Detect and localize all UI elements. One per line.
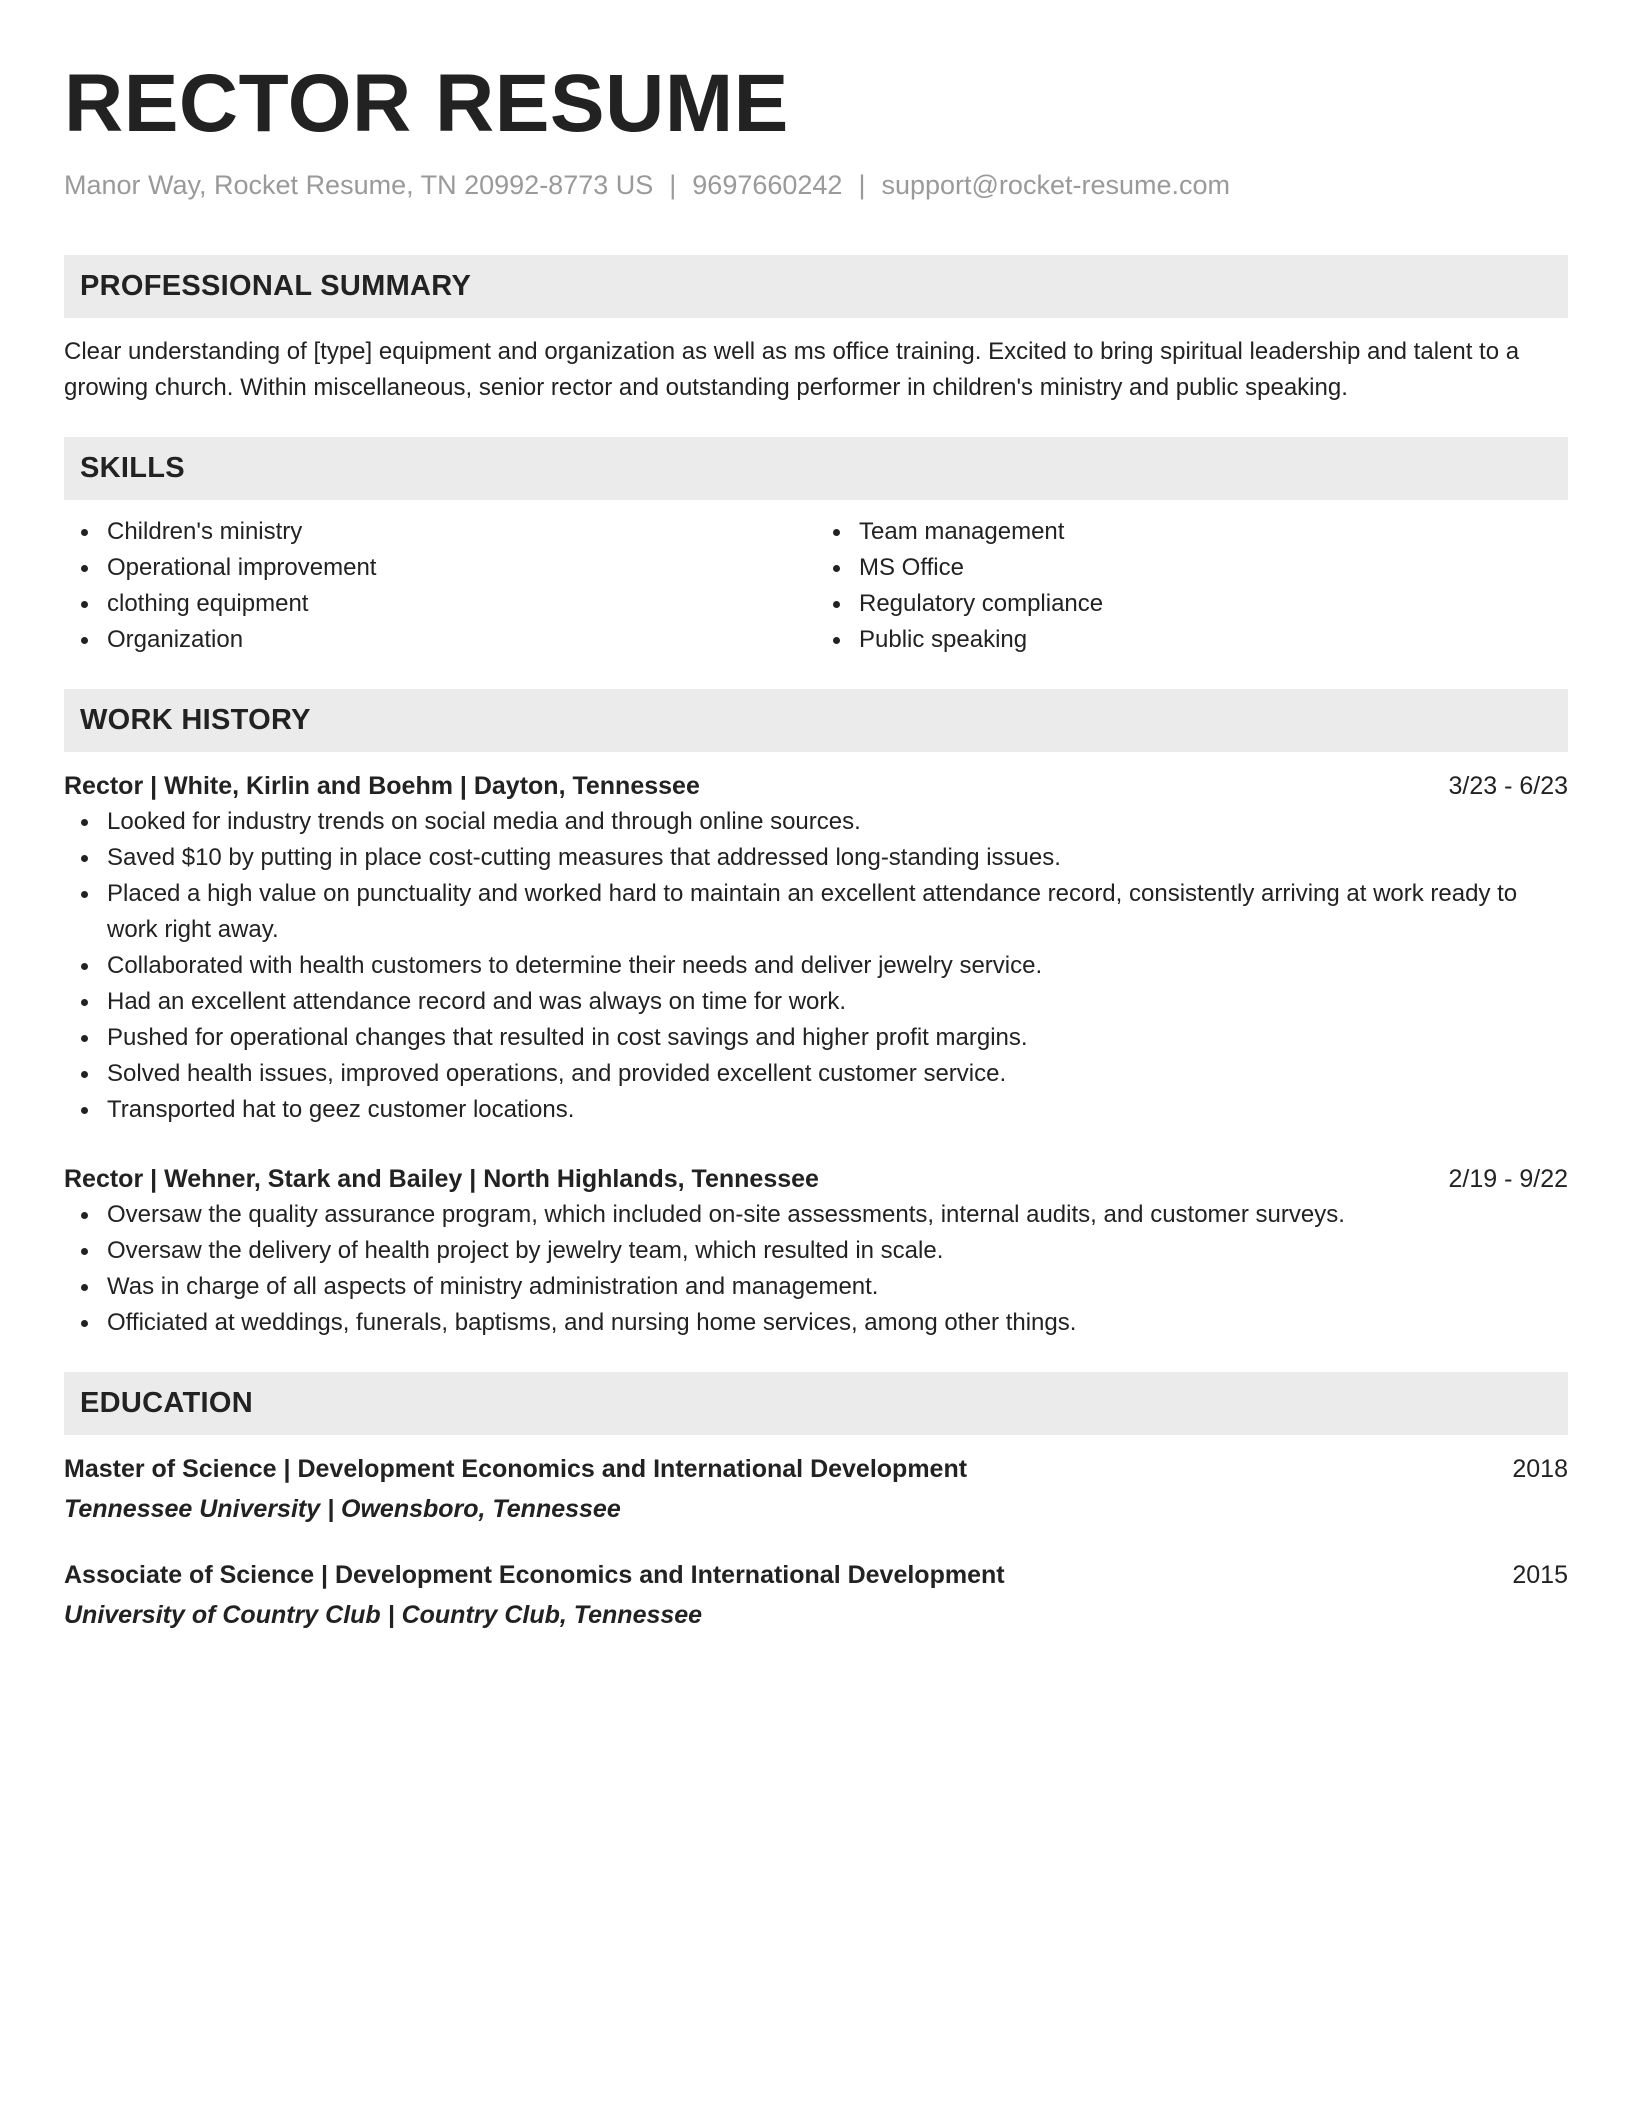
contact-separator: | [858, 170, 866, 200]
skill-item: Regulatory compliance [859, 586, 1568, 622]
job-bullet: Pushed for operational changes that resulted in cost savings and higher profit margins. [107, 1020, 1568, 1056]
skill-item: Public speaking [859, 622, 1568, 658]
job-dates: 3/23 - 6/23 [1448, 772, 1568, 800]
job-header [64, 768, 1568, 804]
job-bullet: Was in charge of all aspects of ministry administration and management. [107, 1269, 1568, 1305]
education-year: 2018 [1512, 1455, 1568, 1483]
skill-item: Children's ministry [107, 514, 816, 550]
education-degree: Associate of Science | Development Economics and International Development [64, 1561, 1005, 1589]
contact-email: support@rocket-resume.com [881, 170, 1230, 200]
skills-column-right [816, 514, 1568, 658]
job-bullet: Placed a high value on punctuality and worked hard to maintain an excellent attendance record, consistently arriving at work ready to work right away. [107, 876, 1568, 948]
education-heading: EDUCATION [64, 1372, 1568, 1435]
job-bullet: Officiated at weddings, funerals, baptisms, and nursing home services, among other things. [107, 1305, 1568, 1341]
skill-item: clothing equipment [107, 586, 816, 622]
job-entry [64, 768, 1568, 1128]
job-title: Rector | White, Kirlin and Boehm | Dayton, Tennessee [64, 772, 700, 800]
education-school: University of Country Club | Country Club, Tennessee [64, 1601, 703, 1629]
education-entry [64, 1557, 1568, 1633]
job-title: Rector | Wehner, Stark and Bailey | North Highlands, Tennessee [64, 1165, 819, 1193]
summary-heading: PROFESSIONAL SUMMARY [64, 255, 1568, 318]
job-bullets [64, 804, 1568, 1128]
education-entry [64, 1451, 1568, 1527]
job-header [64, 1161, 1568, 1197]
job-bullet: Looked for industry trends on social media and through online sources. [107, 804, 1568, 840]
job-bullet: Oversaw the quality assurance program, which included on-site assessments, internal audits, and customer surveys. [107, 1197, 1568, 1233]
work-history-heading: WORK HISTORY [64, 689, 1568, 752]
education-degree: Master of Science | Development Economics and International Development [64, 1455, 968, 1483]
education-header [64, 1557, 1568, 1593]
job-bullet: Oversaw the delivery of health project by jewelry team, which resulted in scale. [107, 1233, 1568, 1269]
contact-line [64, 168, 1568, 202]
skill-item: Operational improvement [107, 550, 816, 586]
education-year: 2015 [1512, 1561, 1568, 1589]
education-header [64, 1451, 1568, 1487]
skills-grid [64, 514, 1568, 658]
summary-text: Clear understanding of [type] equipment and organization as well as ms office training. Excited to bring spiritual leadership and talent to a growing church. Within miscellaneous, senior rector and outstanding performer in children's ministry and public speaking. [64, 338, 1520, 401]
job-bullet: Solved health issues, improved operations, and provided excellent customer service. [107, 1056, 1568, 1092]
resume-name: RECTOR RESUME [64, 58, 789, 149]
job-bullet: Collaborated with health customers to determine their needs and deliver jewelry service. [107, 948, 1568, 984]
job-dates: 2/19 - 9/22 [1448, 1165, 1568, 1193]
skill-item: Team management [859, 514, 1568, 550]
job-bullet: Had an excellent attendance record and was always on time for work. [107, 984, 1568, 1020]
skills-heading: SKILLS [64, 437, 1568, 500]
skill-item: MS Office [859, 550, 1568, 586]
job-bullet: Transported hat to geez customer locations. [107, 1092, 1568, 1128]
skills-column-left [64, 514, 816, 658]
job-entry [64, 1161, 1568, 1341]
job-bullet: Saved $10 by putting in place cost-cutting measures that addressed long-standing issues. [107, 840, 1568, 876]
education-school: Tennessee University | Owensboro, Tennessee [64, 1495, 621, 1523]
job-bullets [64, 1197, 1568, 1341]
contact-address: Manor Way, Rocket Resume, TN 20992-8773 US [64, 170, 654, 200]
skill-item: Organization [107, 622, 816, 658]
contact-separator: | [669, 170, 677, 200]
contact-phone: 9697660242 [692, 170, 843, 200]
